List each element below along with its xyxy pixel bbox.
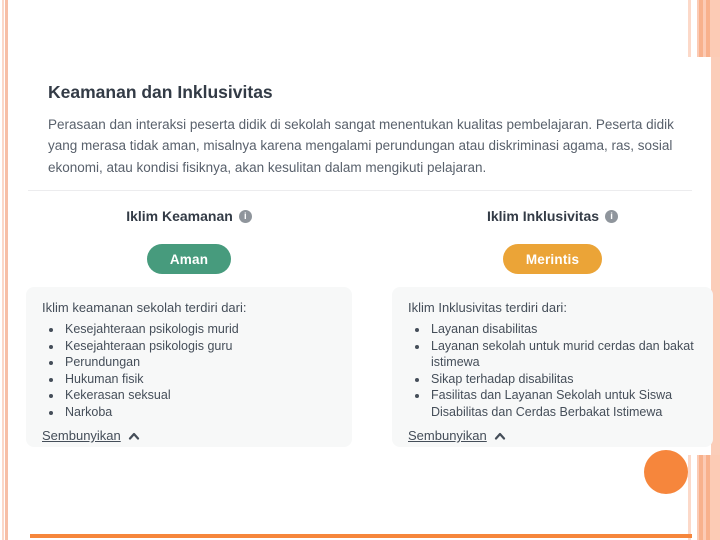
status-badge-merintis: Merintis (503, 244, 602, 274)
info-icon[interactable]: i (605, 210, 618, 223)
badge-row (26, 244, 352, 274)
left-border-stripe-outer (2, 0, 4, 540)
list-item: • Layanan sekolah untuk murid cerdas dan bakat istimewa (429, 338, 697, 371)
indicator-header-inklusivitas (487, 206, 618, 226)
hide-details-link[interactable] (42, 428, 140, 443)
corner-stripe-dark (706, 0, 710, 57)
orange-circle-decoration (644, 450, 688, 494)
list-item: • Sikap terhadap disabilitas (429, 371, 697, 388)
page-title: Keamanan dan Inklusivitas (48, 81, 273, 102)
chevron-up-icon (494, 432, 506, 440)
bottom-right-corner-stripes (688, 455, 720, 540)
indicator-header-keamanan (126, 206, 252, 226)
hide-details-link[interactable] (408, 428, 506, 443)
list-item: • Kesejahteraan psikologis murid (63, 321, 336, 338)
detail-list (408, 321, 697, 420)
bottom-accent-bar (30, 534, 692, 538)
info-icon[interactable]: i (239, 210, 252, 223)
hide-details-label: Sembunyikan (42, 428, 121, 443)
list-item: • Kesejahteraan psikologis guru (63, 338, 336, 355)
detail-card-keamanan (26, 287, 352, 447)
indicator-column-inklusivitas (392, 200, 713, 447)
list-item: • Perundungan (63, 354, 336, 371)
corner-stripe-dark (706, 455, 710, 540)
corner-stripe-dark (699, 455, 703, 540)
chevron-up-icon (128, 432, 140, 440)
section-description: Perasaan dan interaksi peserta didik di sekolah sangat menentukan kualitas pembelajaran. Peserta didik yang merasa tidak aman, misalnya karena mengalami perundungan atau diskriminasi agama, ras, sosial ekonomi, atau kondisi fisiknya, akan kesulitan dalam mengikuti pelajaran. (48, 116, 674, 175)
section-divider (28, 190, 692, 191)
hide-details-label: Sembunyikan (408, 428, 487, 443)
corner-stripe-dark (699, 0, 703, 57)
list-item: • Kekerasan seksual (63, 387, 336, 404)
detail-intro: Iklim keamanan sekolah terdiri dari: (42, 300, 247, 315)
detail-intro: Iklim Inklusivitas terdiri dari: (408, 300, 567, 315)
left-border-stripe-inner (5, 0, 8, 540)
list-item: • Layanan disabilitas (429, 321, 697, 338)
list-item: • Narkoba (63, 404, 336, 421)
top-right-corner-stripes (688, 0, 720, 57)
list-item: • Hukuman fisik (63, 371, 336, 388)
list-item: • Fasilitas dan Layanan Sekolah untuk Siswa Disabilitas dan Cerdas Berbakat Istimewa (429, 387, 697, 420)
detail-card-inklusivitas (392, 287, 713, 447)
indicator-label: Iklim Keamanan (126, 208, 233, 224)
corner-stripe-thin (688, 0, 691, 57)
detail-list (42, 321, 336, 420)
badge-row (392, 244, 713, 274)
status-badge-aman: Aman (147, 244, 231, 274)
indicator-column-keamanan (26, 200, 352, 447)
corner-stripe-thin (688, 455, 691, 540)
indicator-label: Iklim Inklusivitas (486, 208, 600, 224)
